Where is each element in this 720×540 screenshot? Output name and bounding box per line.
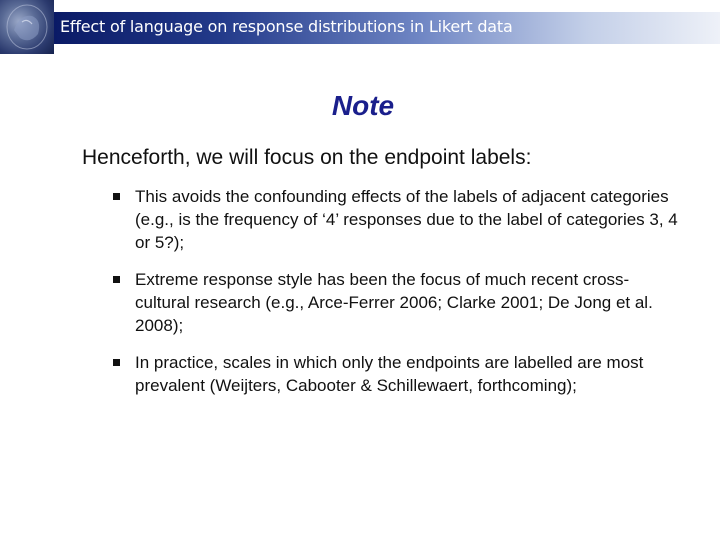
bullet-text: This avoids the confounding effects of the labels of adjacent categories (e.g., is the frequency of ‘4’ responses due to the label of categories 3, 4 or 5?);: [135, 187, 678, 252]
square-bullet-icon: [113, 193, 120, 200]
slide-title: [0, 90, 720, 122]
header-title: Effect of language on response distributions in Likert data: [60, 17, 513, 36]
square-bullet-icon: [113, 359, 120, 366]
header-band: [0, 0, 720, 54]
crest-logo-icon: [0, 0, 54, 54]
lead-text: Henceforth, we will focus on the endpoint labels:: [82, 146, 532, 169]
bullet-text: In practice, scales in which only the endpoints are labelled are most prevalent (Weijters, Cabooter & Schillewaert, forthcoming);: [135, 353, 644, 395]
slide-title-text: Note: [331, 90, 395, 121]
square-bullet-icon: [113, 276, 120, 283]
list-item: [113, 185, 683, 254]
bullet-text: Extreme response style has been the focus of much recent cross-cultural research (e.g., Arce-Ferrer 2006; Clarke 2001; De Jong et al. 2008);: [135, 270, 653, 335]
list-item: [113, 268, 683, 337]
list-item: [113, 351, 683, 397]
bullet-list: [113, 185, 683, 411]
